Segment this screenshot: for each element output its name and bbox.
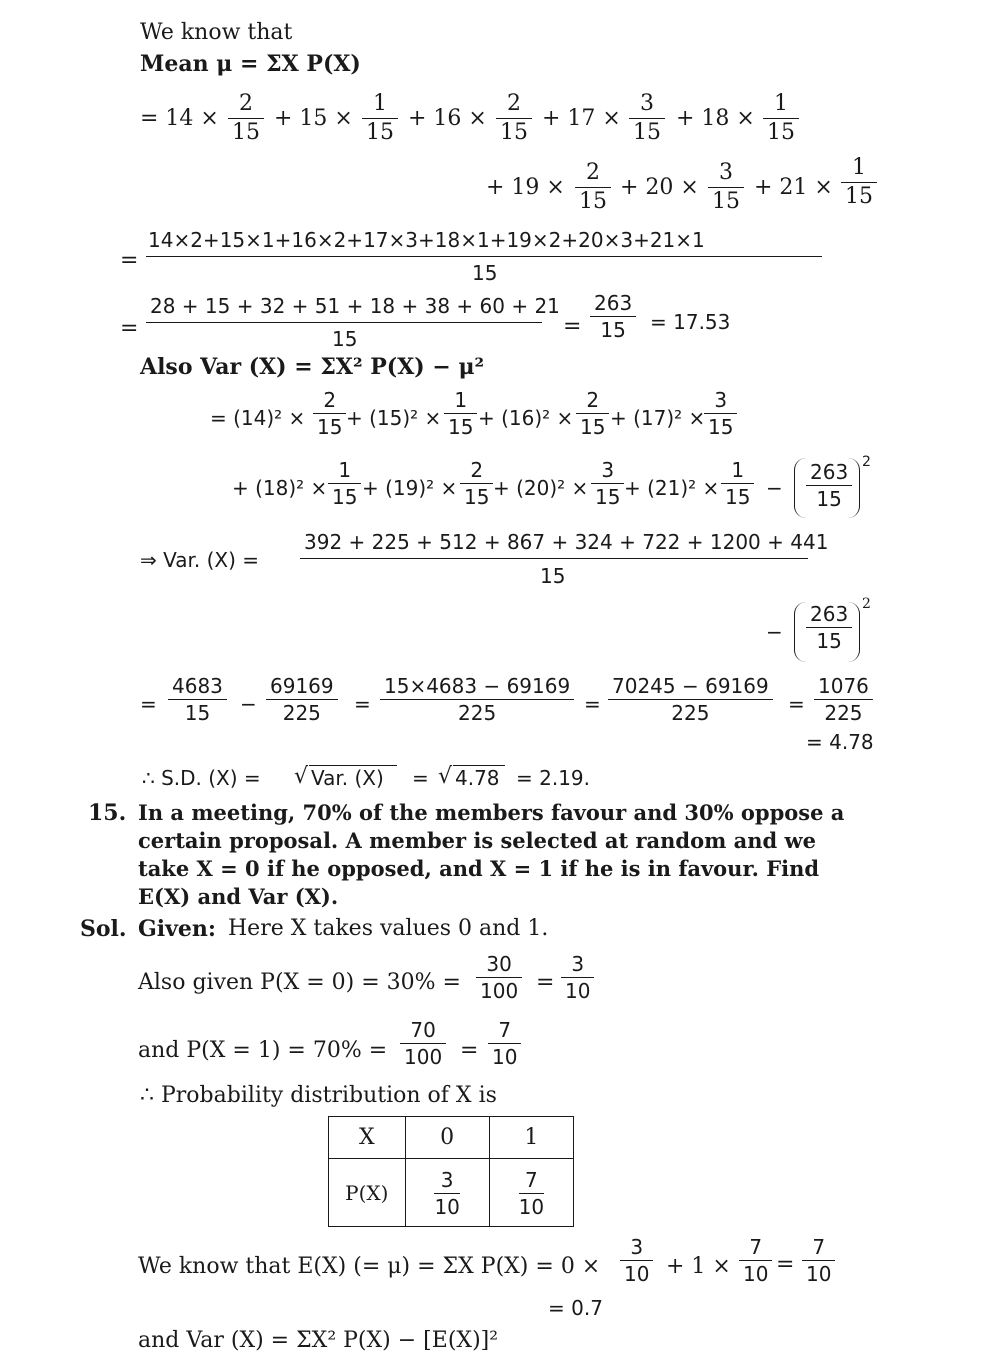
equals: = [788, 692, 805, 716]
sqrt-sign: √ [294, 764, 309, 789]
variance-formula: Also Var (X) = ΣX² P(X) − μ² [140, 354, 485, 380]
equals: = [584, 692, 601, 716]
expanded-denominator: 15 [472, 261, 498, 285]
term: = 14 × [140, 106, 219, 131]
paren-fraction: $\frac{263}{15}$ [808, 604, 850, 651]
table-header-cell: X [329, 1117, 406, 1159]
term: + (18)² × [232, 476, 328, 500]
mean-formula: Mean μ = ΣX P(X) [140, 51, 361, 77]
fraction: $\frac{1}{15}$ [330, 460, 359, 507]
fraction: $\frac{3}{10}$ [622, 1237, 651, 1284]
exponent: 2 [862, 454, 871, 470]
var-sum-numerator: 392 + 225 + 512 + 867 + 324 + 722 + 1200 + 441 [304, 530, 829, 554]
p1-text: and P(X = 1) = 70% = [138, 1038, 388, 1063]
term: + (15)² × [346, 406, 442, 430]
fraction: $\frac{2}{15}$ [462, 460, 491, 507]
term: + (21)² × [624, 476, 720, 500]
term: + 18 × [676, 106, 755, 131]
fraction: $\frac{2}{15}$ [578, 390, 607, 437]
term: + 17 × [542, 106, 621, 131]
table-cell: $\frac{7}{10}$ [489, 1159, 573, 1227]
fraction: $\frac{30}{100}$ [478, 954, 520, 1001]
equals: = [140, 692, 157, 716]
term: = (14)² × [210, 406, 306, 430]
term: + (20)² × [493, 476, 589, 500]
equals: = [563, 314, 582, 339]
variance-value: = 4.78 [806, 730, 874, 754]
distribution-text: ∴ Probability distribution of X is [140, 1083, 497, 1108]
fraction: $\frac{70245 - 69169}{225}$ [610, 676, 771, 723]
equals: = [412, 766, 429, 790]
fraction: $\frac{3}{10}$ [563, 954, 592, 1001]
fraction: $\frac{3}{15}$ [710, 162, 742, 213]
expanded-numerator: 14×2+15×1+16×2+17×3+18×1+19×2+20×3+21×1 [148, 228, 705, 252]
var-implies: ⇒ Var. (X) = [140, 548, 260, 572]
fraction: $\frac{70}{100}$ [402, 1020, 444, 1067]
fraction: $\frac{1}{15}$ [364, 93, 396, 144]
paren-fraction: $\frac{263}{15}$ [808, 462, 850, 509]
expectation-mid: + 1 × [666, 1254, 731, 1279]
fraction-bar [300, 558, 808, 559]
term: + 19 × [486, 175, 565, 200]
fraction-bar [146, 256, 822, 257]
term: + 15 × [274, 106, 353, 131]
term: + (16)² × [478, 406, 574, 430]
term: + 21 × [754, 175, 833, 200]
table-header-cell: 0 [405, 1117, 489, 1159]
intro-text: We know that [140, 20, 293, 45]
p0-text: Also given P(X = 0) = 30% = [138, 970, 461, 995]
equals: = [776, 1252, 795, 1277]
minus: − [766, 620, 783, 644]
fraction: $\frac{2}{15}$ [315, 390, 344, 437]
fraction: $\frac{1}{15}$ [843, 157, 875, 208]
sum-numerator: 28 + 15 + 32 + 51 + 18 + 38 + 60 + 21 [150, 294, 560, 318]
table-cell: $\frac{3}{10}$ [405, 1159, 489, 1227]
sqrt-sign: √ [438, 764, 453, 789]
fraction: $\frac{2}{15}$ [577, 162, 609, 213]
term: + (19)² × [362, 476, 458, 500]
equals: = [120, 248, 139, 273]
fraction: $\frac{3}{15}$ [631, 93, 663, 144]
fraction: $\frac{3}{15}$ [593, 460, 622, 507]
table-row-label: P(X) [329, 1159, 406, 1227]
fraction: $\frac{7}{10}$ [804, 1237, 833, 1284]
probability-table [328, 1116, 574, 1227]
term: + (17)² × [610, 406, 706, 430]
table-header-cell: 1 [489, 1117, 573, 1159]
given-label: Given: [138, 916, 217, 942]
variance-line: and Var (X) = ΣX² P(X) − [E(X)]² [138, 1328, 499, 1353]
term: + 16 × [408, 106, 487, 131]
fraction: $\frac{1076}{225}$ [816, 676, 871, 723]
fraction: $\frac{1}{15}$ [446, 390, 475, 437]
minus: − [240, 692, 257, 716]
expectation-value: = 0.7 [548, 1296, 603, 1320]
fraction: $\frac{2}{15}$ [498, 93, 530, 144]
question-line: certain proposal. A member is selected at random and we [138, 828, 816, 853]
solution-label: Sol. [80, 916, 127, 942]
equals: = [120, 316, 139, 341]
fraction: $\frac{15\times 4683 - 69169}{225}$ [382, 676, 572, 723]
term: + 20 × [620, 175, 699, 200]
fraction: $\frac{4683}{15}$ [170, 676, 225, 723]
radicand: Var. (X) [311, 766, 384, 790]
equals: = [460, 1038, 479, 1063]
sd-prefix: ∴ S.D. (X) = [142, 766, 261, 790]
total-fraction: $\frac{263}{15}$ [592, 293, 634, 340]
fraction: $\frac{1}{15}$ [765, 93, 797, 144]
fraction: $\frac{1}{15}$ [723, 460, 752, 507]
question-line: take X = 0 if he opposed, and X = 1 if he is in favour. Find [138, 856, 820, 881]
sd-result: = 2.19. [516, 766, 591, 790]
minus: − [766, 476, 783, 500]
question-line: E(X) and Var (X). [138, 884, 339, 909]
fraction: $\frac{3}{15}$ [706, 390, 735, 437]
given-text: Here X takes values 0 and 1. [228, 916, 549, 941]
exponent: 2 [862, 596, 871, 612]
fraction-bar [146, 322, 542, 323]
sum-denominator: 15 [332, 327, 358, 351]
fraction: $\frac{7}{10}$ [490, 1020, 519, 1067]
fraction: $\frac{69169}{225}$ [268, 676, 336, 723]
question-line: In a meeting, 70% of the members favour and 30% oppose a [138, 800, 845, 825]
fraction: $\frac{2}{15}$ [230, 93, 262, 144]
question-number: 15. [88, 800, 127, 826]
var-sum-denominator: 15 [540, 564, 566, 588]
equals: = [354, 692, 371, 716]
fraction: $\frac{7}{10}$ [741, 1237, 770, 1284]
equals: = [536, 970, 555, 995]
expectation-text: We know that E(X) (= μ) = ΣX P(X) = 0 × [138, 1254, 601, 1279]
mean-result: = 17.53 [650, 310, 731, 334]
radicand: 4.78 [455, 766, 500, 790]
